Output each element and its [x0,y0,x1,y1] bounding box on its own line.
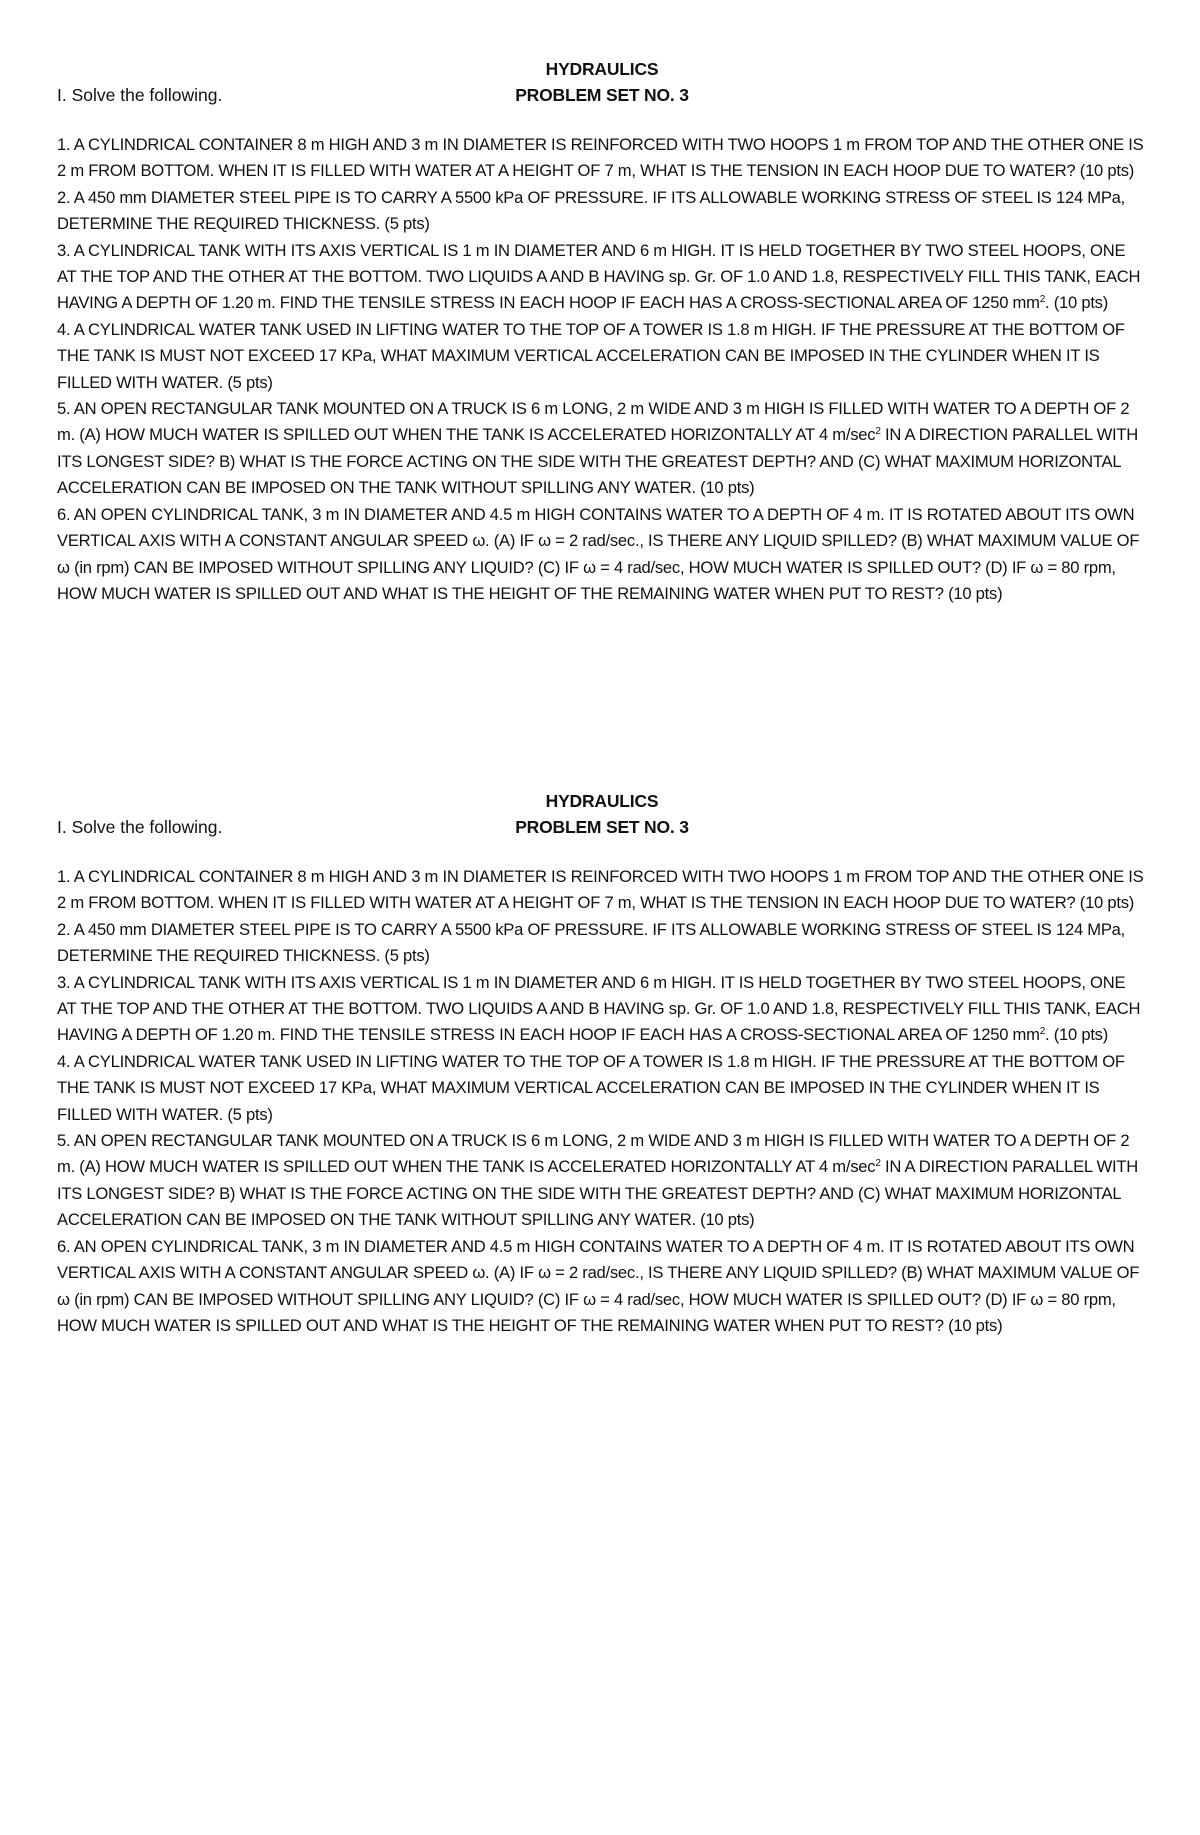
problem-5-text-end: IN A DIRECTION PARALLEL WITH ITS LONGEST SIDE? B) WHAT IS THE FORCE ACTING ON THE SIDE WITH THE GREATEST DEPTH? AND (C) WHAT MAXIMUM HORIZONTAL ACCELERATION CAN BE IMPOSED ON THE TANK WITHOUT SPILLING ANY WATER. (10 pts) [57,1157,1139,1230]
problem-5 [57,1128,1147,1234]
problem-3-text-end: . (10 pts) [1045,1025,1109,1045]
problem-4: 4. A CYLINDRICAL WATER TANK USED IN LIFTING WATER TO THE TOP OF A TOWER IS 1.8 m HIGH. IF THE PRESSURE AT THE BOTTOM OF THE TANK IS MUST NOT EXCEED 17 KPa, WHAT MAXIMUM VERTICAL ACCELERATION CAN BE IMPOSED IN THE CYLINDER WHEN IT IS FILLED WITH WATER. (5 pts) [57,1051,1125,1124]
superscript: 2 [1039,1026,1046,1038]
document-title: HYDRAULICS [545,59,659,79]
problem-3 [57,970,1147,1049]
document-subtitle: PROBLEM SET NO. 3 [515,85,689,105]
problem-3-text-end: . (10 pts) [1045,293,1109,313]
problem-2: 2. A 450 mm DIAMETER STEEL PIPE IS TO CARRY A 5500 kPa OF PRESSURE. IF ITS ALLOWABLE WORKING STRESS OF STEEL IS 124 MPa, DETERMINE THE REQUIRED THICKNESS. (5 pts) [57,187,1126,234]
problem-list [57,132,1147,607]
problem-2: 2. A 450 mm DIAMETER STEEL PIPE IS TO CARRY A 5500 kPa OF PRESSURE. IF ITS ALLOWABLE WORKING STRESS OF STEEL IS 124 MPa, DETERMINE THE REQUIRED THICKNESS. (5 pts) [57,919,1126,966]
instruction-text: I. Solve the following. [57,817,223,837]
problem-5-text-end: IN A DIRECTION PARALLEL WITH ITS LONGEST SIDE? B) WHAT IS THE FORCE ACTING ON THE SIDE WITH THE GREATEST DEPTH? AND (C) WHAT MAXIMUM HORIZONTAL ACCELERATION CAN BE IMPOSED ON THE TANK WITHOUT SPILLING ANY WATER. (10 pts) [57,425,1139,498]
problem-5 [57,396,1147,502]
problem-1: 1. A CYLINDRICAL CONTAINER 8 m HIGH AND 3 m IN DIAMETER IS REINFORCED WITH TWO HOOPS 1 m FROM TOP AND THE OTHER ONE IS 2 m FROM BOTTOM. WHEN IT IS FILLED WITH WATER AT A HEIGHT OF 7 m, WHAT IS THE TENSION IN EACH HOOP DUE TO WATER? (10 pts) [57,135,1144,181]
superscript: 2 [875,1158,881,1170]
problem-list [57,864,1147,1339]
problem-1: 1. A CYLINDRICAL CONTAINER 8 m HIGH AND 3 m IN DIAMETER IS REINFORCED WITH TWO HOOPS 1 m FROM TOP AND THE OTHER ONE IS 2 m FROM BOTTOM. WHEN IT IS FILLED WITH WATER AT A HEIGHT OF 7 m, WHAT IS THE TENSION IN EACH HOOP DUE TO WATER? (10 pts) [57,867,1144,913]
problem-3-text: 3. A CYLINDRICAL TANK WITH ITS AXIS VERTICAL IS 1 m IN DIAMETER AND 6 m HIGH. IT IS HELD TOGETHER BY TWO STEEL HOOPS, ONE AT THE TOP AND THE OTHER AT THE BOTTOM. TWO LIQUIDS A AND B HAVING sp. Gr. OF 1.0 AND 1.8, RESPECTIVELY FILL THIS TANK, EACH HAVING A DEPTH OF 1.20 m. FIND THE TENSILE STRESS IN EACH HOOP IF EACH HAS A CROSS-SECTIONAL AREA OF 1250 mm [57,972,1141,1045]
problem-5-text: 5. AN OPEN RECTANGULAR TANK MOUNTED ON A TRUCK IS 6 m LONG, 2 m WIDE AND 3 m HIGH IS FILLED WITH WATER TO A DEPTH OF 2 m. (A) HOW MUCH WATER IS SPILLED OUT WHEN THE TANK IS ACCELERATED HORIZONTALLY AT 4 m/sec [57,399,1130,445]
instruction-text: I. Solve the following. [57,85,223,105]
problem-5-text: 5. AN OPEN RECTANGULAR TANK MOUNTED ON A TRUCK IS 6 m LONG, 2 m WIDE AND 3 m HIGH IS FILLED WITH WATER TO A DEPTH OF 2 m. (A) HOW MUCH WATER IS SPILLED OUT WHEN THE TANK IS ACCELERATED HORIZONTALLY AT 4 m/sec [57,1131,1130,1177]
superscript: 2 [875,426,881,438]
problem-6: 6. AN OPEN CYLINDRICAL TANK, 3 m IN DIAMETER AND 4.5 m HIGH CONTAINS WATER TO A DEPTH OF 4 m. IT IS ROTATED ABOUT ITS OWN VERTICAL AXIS WITH A CONSTANT ANGULAR SPEED ω. (A) IF ω = 2 rad/sec., IS THERE ANY LIQUID SPILLED? (B) WHAT MAXIMUM VALUE OF ω (in rpm) CAN BE IMPOSED WITHOUT SPILLING ANY LIQUID? (C) IF ω = 4 rad/sec, HOW MUCH WATER IS SPILLED OUT? (D) IF ω = 80 rpm, HOW MUCH WATER IS SPILLED OUT AND WHAT IS THE HEIGHT OF THE REMAINING WATER WHEN PUT TO REST? (10 pts) [57,1236,1140,1335]
problem-3-text: 3. A CYLINDRICAL TANK WITH ITS AXIS VERTICAL IS 1 m IN DIAMETER AND 6 m HIGH. IT IS HELD TOGETHER BY TWO STEEL HOOPS, ONE AT THE TOP AND THE OTHER AT THE BOTTOM. TWO LIQUIDS A AND B HAVING sp. Gr. OF 1.0 AND 1.8, RESPECTIVELY FILL THIS TANK, EACH HAVING A DEPTH OF 1.20 m. FIND THE TENSILE STRESS IN EACH HOOP IF EACH HAS A CROSS-SECTIONAL AREA OF 1250 mm [57,240,1141,313]
document-subtitle: PROBLEM SET NO. 3 [515,817,689,837]
problem-set-copy-2 [57,788,1147,1339]
document-title: HYDRAULICS [545,791,659,811]
problem-3 [57,238,1147,317]
problem-set-copy-1 [57,56,1147,607]
superscript: 2 [1039,294,1046,306]
problem-4: 4. A CYLINDRICAL WATER TANK USED IN LIFTING WATER TO THE TOP OF A TOWER IS 1.8 m HIGH. IF THE PRESSURE AT THE BOTTOM OF THE TANK IS MUST NOT EXCEED 17 KPa, WHAT MAXIMUM VERTICAL ACCELERATION CAN BE IMPOSED IN THE CYLINDER WHEN IT IS FILLED WITH WATER. (5 pts) [57,319,1125,392]
problem-6: 6. AN OPEN CYLINDRICAL TANK, 3 m IN DIAMETER AND 4.5 m HIGH CONTAINS WATER TO A DEPTH OF 4 m. IT IS ROTATED ABOUT ITS OWN VERTICAL AXIS WITH A CONSTANT ANGULAR SPEED ω. (A) IF ω = 2 rad/sec., IS THERE ANY LIQUID SPILLED? (B) WHAT MAXIMUM VALUE OF ω (in rpm) CAN BE IMPOSED WITHOUT SPILLING ANY LIQUID? (C) IF ω = 4 rad/sec, HOW MUCH WATER IS SPILLED OUT? (D) IF ω = 80 rpm, HOW MUCH WATER IS SPILLED OUT AND WHAT IS THE HEIGHT OF THE REMAINING WATER WHEN PUT TO REST? (10 pts) [57,504,1140,603]
